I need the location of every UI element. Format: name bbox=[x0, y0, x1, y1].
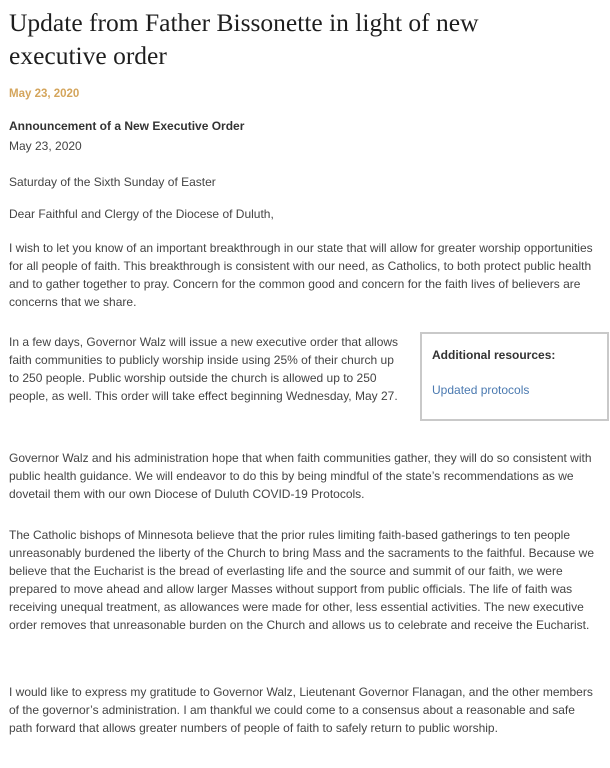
paragraph: The Catholic bishops of Minnesota believe that the prior rules limiting faith-based gatherings to ten people unreasonably burdened the liberty of the Church to bring Mass and the sacraments to the faithful. Because we believe that the Eucharist is the bread of everlasting life and the source and summit of our faith, we were prepared to move ahead and allow larger Masses without support from public officials. The life of faith was receiving unequal treatment, as allowances were made for other, less essential activities. The new executive order removes that unreasonable burden on the Church and allows us to celebrate and receive the Eucharist. bbox=[9, 528, 595, 632]
resources-title: Additional resources: bbox=[432, 348, 556, 362]
salutation: Dear Faithful and Clergy of the Diocese of Duluth, bbox=[9, 207, 274, 221]
paragraph: I wish to let you know of an important breakthrough in our state that will allow for greater worship opportunities for all people of faith. This breakthrough is consistent with our need, as Catholics, to both protect public health and to gather together to pray. Concern for the common good and concern for the faith lives of believers are concerns that we share. bbox=[9, 241, 593, 309]
paragraph: Governor Walz and his administration hope that when faith communities gather, they will do so consistent with public health guidance. We will endeavor to do this by being mindful of the state’s recommendations as we dovetail them with our own Diocese of Duluth COVID-19 Protocols. bbox=[9, 451, 592, 501]
updated-protocols-link[interactable]: Updated protocols bbox=[432, 383, 530, 397]
liturgical-day: Saturday of the Sixth Sunday of Easter bbox=[9, 175, 216, 189]
paragraph: In a few days, Governor Walz will issue a new executive order that allows faith communities to publicly worship inside using 25% of their church up to 250 people. Public worship outside the church is allowed up to 250 people, as well. This order will take effect beginning Wednesday, May 27. bbox=[9, 335, 399, 403]
announcement-date: May 23, 2020 bbox=[9, 139, 82, 153]
post-date: May 23, 2020 bbox=[9, 88, 80, 100]
paragraph: I would like to express my gratitude to Governor Walz, Lieutenant Governor Flanagan, and the other members of the governor’s administration. I am thankful we could come to a consensus about a reasonable and safe path forward that allows greater numbers of people of faith to safely return to public worship. bbox=[9, 685, 593, 735]
announcement-heading: Announcement of a New Executive Order bbox=[9, 119, 245, 133]
page-title: Update from Father Bissonette in light of new executive order bbox=[9, 8, 479, 70]
additional-resources-box bbox=[420, 332, 609, 421]
